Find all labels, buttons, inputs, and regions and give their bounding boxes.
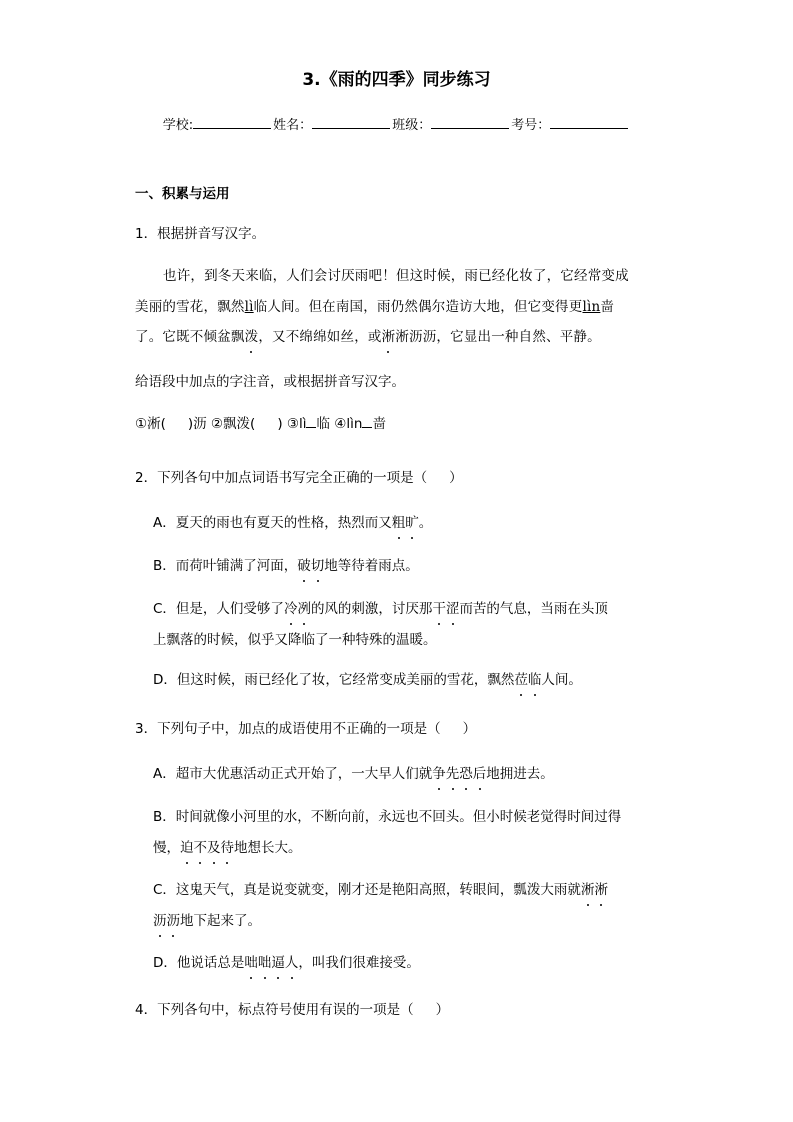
q3-option-b-continued: 慢，迫不及待地想长大。 [153, 836, 302, 860]
q1-answer-items: ①淅( )沥 ②飘泼( ) ③lì 临 ④lìn 啬 [135, 412, 386, 436]
answer-blank-3[interactable] [306, 413, 316, 428]
class-label: 班级： [392, 118, 432, 133]
pinyin-li: lì [244, 299, 254, 315]
dotted-char: 淅 [382, 325, 396, 349]
q2-stem: 2．下列各句中加点词语书写完全正确的一项是（ ） [135, 470, 463, 486]
q1-passage-line-1: 也许，到冬天来临，人们会讨厌雨吧！但这时候，雨已经化妆了，它经常变成 [163, 268, 629, 284]
q1-stem: 1．根据拼音写汉字。 [135, 226, 266, 242]
pinyin-lin: lìn [582, 299, 601, 315]
q3-option-b: B．时间就像小河里的水，不断向前，永远也不回头。但小时候老觉得时间过得 [153, 809, 622, 825]
q3-stem: 3．下列句子中，加点的成语使用不正确的一项是（ ） [135, 721, 477, 737]
dotted-char: 泼 [245, 325, 259, 349]
school-label: 学校: [162, 118, 194, 133]
exam-number-label: 考号： [511, 118, 551, 133]
q3-option-c-continued: 沥沥地下起来了。 [153, 909, 261, 933]
q2-option-b: B．而荷叶铺满了河面，破切地等待着雨点。 [153, 554, 419, 578]
q3-option-d: D．他说话总是咄咄逼人，叫我们很难接受。 [153, 951, 420, 975]
q2-option-c: C．但是，人们受够了冷冽的风的刺激，讨厌那干涩而苦的气息，当雨在头顶 [153, 597, 608, 621]
q1-instruction: 给语段中加点的字注音，或根据拼音写汉字。 [135, 374, 405, 390]
q1-passage-line-2: 美丽的雪花，飘然lì临人间。但在南国，雨仍然偶尔造访大地，但它变得更lìn啬 [135, 299, 615, 315]
q3-option-c: C．这鬼天气，真是说变就变，刚才还是艳阳高照，转眼间，瓢泼大雨就淅淅 [153, 878, 608, 902]
name-blank [312, 114, 390, 129]
class-blank [431, 114, 509, 129]
exam-number-blank [550, 114, 628, 129]
answer-blank-4[interactable] [362, 413, 372, 428]
q2-option-c-continued: 上飘落的时候，似乎又降临了一种特殊的温暖。 [153, 632, 437, 648]
q2-option-d: D．但这时候，雨已经化了妆，它经常变成美丽的雪花，飘然莅临人间。 [153, 668, 582, 692]
student-info-row [0, 114, 793, 138]
name-label: 姓名： [273, 118, 313, 133]
q4-stem: 4．下列各句中，标点符号使用有误的一项是（ ） [135, 1002, 450, 1018]
q2-option-a: A．夏天的雨也有夏天的性格，热烈而又粗旷。 [153, 511, 432, 535]
section-heading: 一、积累与运用 [135, 186, 230, 202]
page-title: 3.《雨的四季》同步练习 [302, 70, 491, 90]
school-blank [193, 114, 271, 129]
q1-passage-line-3: 了。它既不倾盆飘泼，又不绵绵如丝，或淅淅沥沥，它显出一种自然、平静。 [135, 325, 601, 349]
q3-option-a: A．超市大优惠活动正式开始了，一大早人们就争先恐后地拥进去。 [153, 762, 554, 786]
